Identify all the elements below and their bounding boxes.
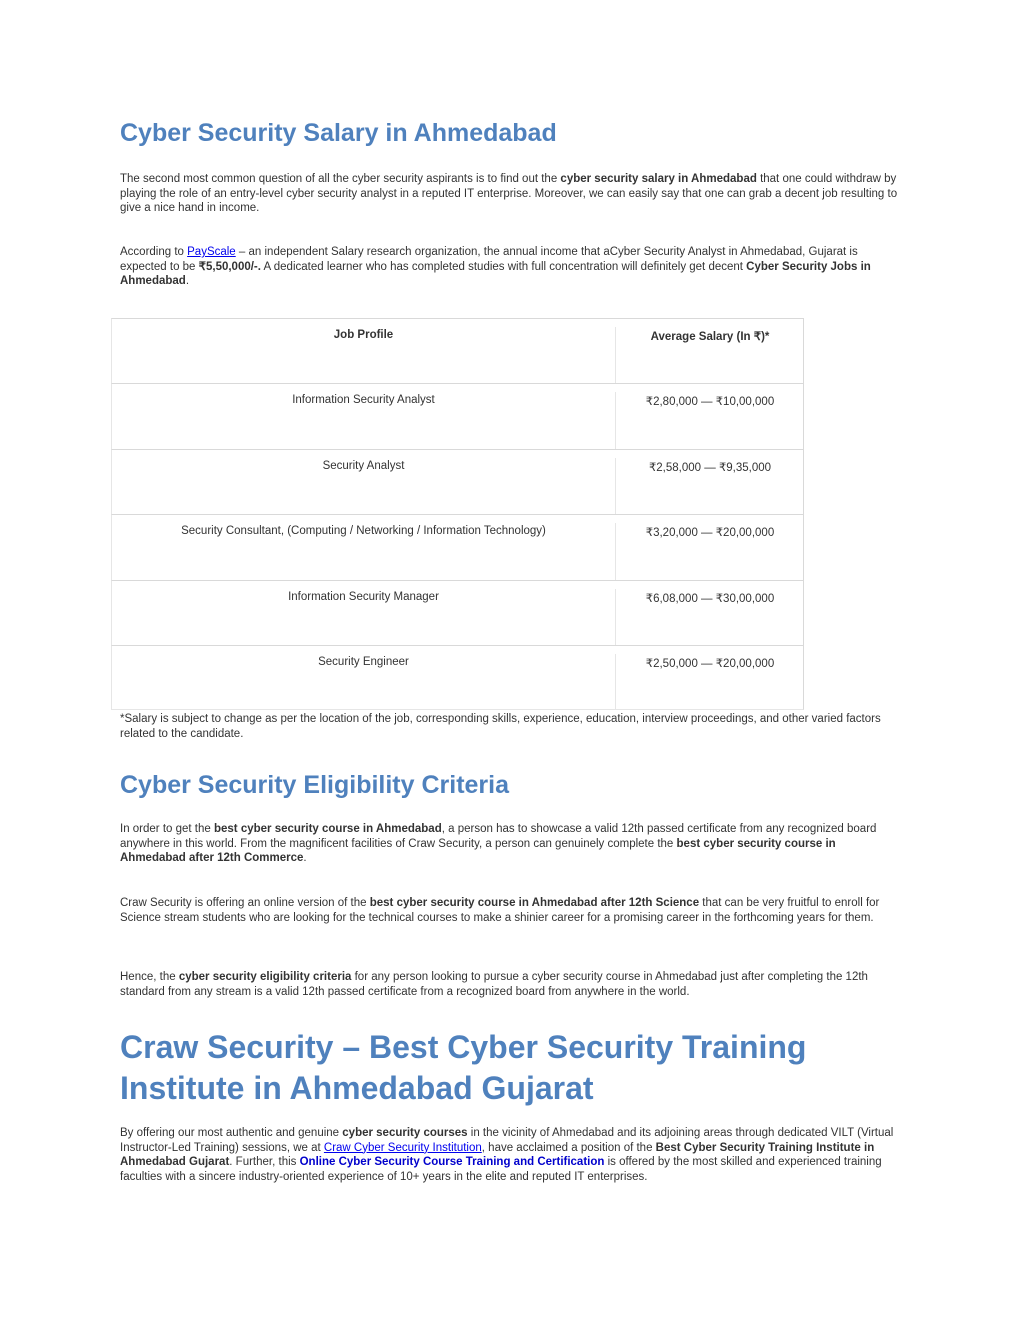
salary-paragraph-1: The second most common question of all the cyber security aspirants is to find out the cyber security salary in Ahmedabad that one could withdraw by playing the role of an entry-level cyber security analyst in a reputed IT enterprise. Moreover, we can easily say that one can grab a decent job resulting to give a nice hand in income. [120,173,898,215]
salary-note: *Salary is subject to change as per the location of the job, corresponding skills, experience, education, interview proceedings, and other varied factors related to the candidate. [120,713,881,740]
table-row [111,449,804,514]
job-profile-cell: Information Security Analyst [292,394,435,407]
salary-cell: ₹6,08,000 — ₹30,00,000 [645,592,775,605]
salary-heading: Cyber Security Salary in Ahmedabad [120,119,557,147]
salary-cell: ₹3,20,000 — ₹20,00,000 [645,527,775,540]
salary-keyword: cyber security salary in Ahmedabad [560,173,757,185]
eligibility-heading: Cyber Security Eligibility Criteria [120,771,510,799]
table-row [111,580,804,645]
header-average-salary: Average Salary (In ₹)* [650,331,770,343]
craw-institution-link[interactable]: Craw Cyber Security Institution [323,1141,482,1154]
salary-paragraph-2: According to PayScale – an independent Salary research organization, the annual income that aCyber Security Analyst in Ahmedabad, Gujarat is expected to be ₹5,50,000/-. A dedicated learner who has completed studies with full concentration will definitely get decent Cyber Security Jobs in Ahmedabad. [120,246,871,288]
payscale-link[interactable]: PayScale [187,246,236,258]
job-profile-cell: Security Analyst [322,459,405,472]
job-profile-cell: Security Engineer [318,655,409,668]
eligibility-paragraph-3: Hence, the cyber security eligibility criteria for any person looking to pursue a cyber security course in Ahmedabad just after completing the 12th standard from any stream is a valid 12th passed certificate from a recognized board from anywhere in the world. [120,971,868,998]
salary-cell: ₹2,50,000 — ₹20,00,000 [645,657,775,670]
salary-cell: ₹2,58,000 — ₹9,35,000 [648,461,772,474]
expected-salary-value: ₹5,50,000/-. [198,260,261,273]
salary-cell: ₹2,80,000 — ₹10,00,000 [645,396,775,409]
online-course-link[interactable]: Online Cyber Security Course Training and Certification [299,1156,605,1169]
table-row [111,514,804,579]
job-profile-cell: Security Consultant, (Computing / Networking / Information Technology) [181,525,546,538]
eligibility-paragraph-1: In order to get the best cyber security course in Ahmedabad, a person has to showcase a valid 12th passed certificate from any recognized board anywhere in this world. From the magnificent facilities of Craw Security, a person can genuinely complete the best cyber security course in Ahmedabad after 12th Commerce. [120,823,877,865]
table-header-row [111,318,804,383]
table-row [111,383,804,448]
jobs-keyword: Cyber Security Jobs in Ahmedabad [120,260,871,288]
job-profile-cell: Information Security Manager [288,590,439,603]
eligibility-paragraph-2: Craw Security is offering an online version of the best cyber security course in Ahmedabad after 12th Science that can be very fruitful to enroll for Science stream students who are looking for the technical courses to make a shinier career for a promising career in the forthcoming years for them. [120,897,880,924]
table-row [111,645,804,710]
salary-table [111,318,804,710]
craw-paragraph: By offering our most authentic and genuine cyber security courses in the vicinity of Ahmedabad and its adjoining areas through dedicated VILT (Virtual Instructor-Led Training) sessions, we at Craw Cyber Security Institution, have acclaimed a position of the Best Cyber Security Training Institute in Ahmedabad Gujarat. Further, this Online Cyber Security Course Training and Certification is offered by the most skilled and experienced training faculties with a sincere industry-oriented experience of 10+ years in the elite and reputed IT enterprises. [120,1127,894,1183]
header-job-profile: Job Profile [333,329,394,341]
craw-heading: Craw Security – Best Cyber Security Training Institute in Ahmedabad Gujarat [120,1029,807,1106]
